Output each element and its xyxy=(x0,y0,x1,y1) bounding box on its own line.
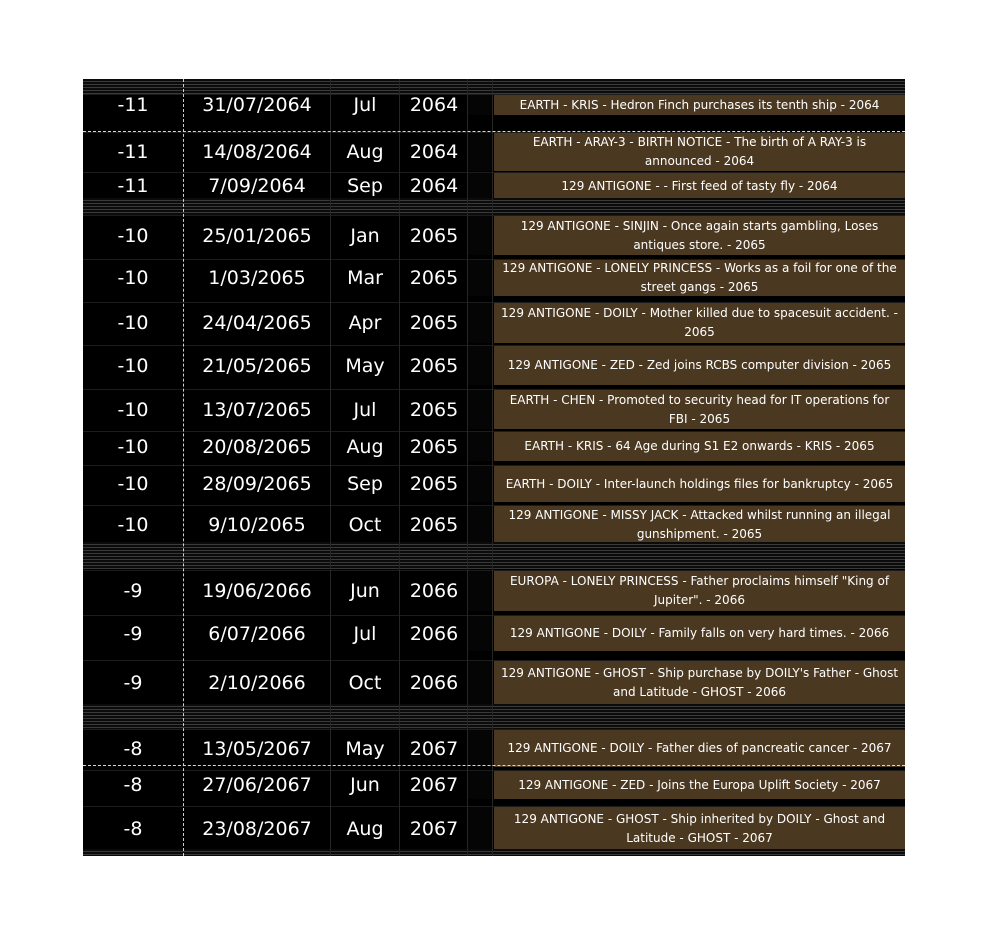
month-cell[interactable]: Oct xyxy=(348,514,382,536)
hidden-rows-strip xyxy=(83,542,905,569)
year-cell[interactable]: 2064 xyxy=(409,94,459,116)
table-row xyxy=(83,570,905,611)
hidden-rows-strip xyxy=(83,704,905,729)
month-cell[interactable]: Aug xyxy=(346,435,384,458)
table-row xyxy=(83,770,905,799)
hidden-row-residue xyxy=(355,79,375,94)
spacer-cell[interactable] xyxy=(468,661,492,705)
year-cell[interactable]: 2067 xyxy=(409,774,459,796)
spacer-cell[interactable] xyxy=(468,571,492,611)
month-cell[interactable]: Mar xyxy=(347,267,383,289)
spacer-cell[interactable] xyxy=(468,173,492,199)
column-divider xyxy=(399,79,400,856)
table-row xyxy=(83,615,905,651)
column-divider xyxy=(467,79,468,856)
hidden-row-residue xyxy=(423,704,445,729)
date-cell[interactable]: 20/08/2065 xyxy=(202,435,312,458)
spacer-cell[interactable] xyxy=(468,390,492,429)
year-cell[interactable]: 2065 xyxy=(409,435,459,458)
month-cell[interactable]: Aug xyxy=(346,817,384,840)
date-cell[interactable]: 6/07/2066 xyxy=(208,622,306,645)
year-cell[interactable]: 2065 xyxy=(409,473,459,495)
hidden-rows-strip xyxy=(83,79,905,94)
date-cell[interactable]: 19/06/2066 xyxy=(202,580,312,602)
date-cell[interactable]: 7/09/2064 xyxy=(208,175,306,197)
week-cell[interactable]: -8 xyxy=(123,774,143,796)
hidden-row-residue xyxy=(235,198,279,215)
event-cell[interactable]: EARTH - ARAY-3 - BIRTH NOTICE - The birth of A RAY-3 is announced - 2064 xyxy=(494,133,905,171)
week-cell[interactable]: -10 xyxy=(117,473,149,495)
spreadsheet-grid xyxy=(83,79,905,856)
year-cell[interactable]: 2065 xyxy=(409,224,459,247)
selection-border xyxy=(83,131,905,132)
hidden-row-residue xyxy=(423,198,445,215)
table-row xyxy=(83,729,905,767)
date-cell[interactable]: 25/01/2065 xyxy=(202,224,312,247)
table-row xyxy=(83,389,905,429)
spacer-cell[interactable] xyxy=(468,466,492,502)
date-cell[interactable]: 24/04/2065 xyxy=(202,312,312,334)
year-cell[interactable]: 2064 xyxy=(409,175,459,197)
month-cell[interactable]: Jan xyxy=(350,224,380,247)
event-cell[interactable]: 129 ANTIGONE - ZED - Zed joins RCBS computer division - 2065 xyxy=(494,346,905,385)
event-cell[interactable]: EARTH - DOILY - Inter-launch holdings files for bankruptcy - 2065 xyxy=(494,466,905,502)
spacer-cell[interactable] xyxy=(468,260,492,296)
event-cell[interactable]: 129 ANTIGONE - LONELY PRINCESS - Works as a foil for one of the street gangs - 2065 xyxy=(494,260,905,296)
event-cell[interactable]: 129 ANTIGONE - DOILY - Mother killed due to spacesuit accident. - 2065 xyxy=(494,303,905,343)
week-cell[interactable]: -9 xyxy=(123,672,143,694)
week-cell[interactable]: -10 xyxy=(117,514,149,536)
event-cell[interactable]: 129 ANTIGONE - DOILY - Father dies of pancreatic cancer - 2067 xyxy=(494,730,905,767)
date-cell[interactable]: 27/06/2067 xyxy=(202,774,312,796)
event-cell[interactable]: EARTH - KRIS - 64 Age during S1 E2 onwards - KRIS - 2065 xyxy=(494,432,905,461)
month-cell[interactable]: Jul xyxy=(353,622,377,645)
date-cell[interactable]: 28/09/2065 xyxy=(202,473,312,495)
month-cell[interactable]: Jul xyxy=(353,398,377,421)
week-cell[interactable]: -10 xyxy=(117,224,149,247)
spacer-cell[interactable] xyxy=(468,616,492,651)
hidden-rows-strip xyxy=(83,198,905,215)
month-cell[interactable]: Sep xyxy=(347,175,383,197)
column-divider-dashed xyxy=(183,79,184,856)
table-row xyxy=(83,132,905,171)
column-divider xyxy=(330,79,331,856)
date-cell[interactable]: 13/07/2065 xyxy=(202,398,312,421)
week-cell[interactable]: -9 xyxy=(123,580,143,602)
week-cell[interactable]: -10 xyxy=(117,312,149,334)
month-cell[interactable]: Jun xyxy=(350,774,380,796)
date-cell[interactable]: 14/08/2064 xyxy=(202,141,312,163)
event-cell[interactable]: 129 ANTIGONE - DOILY - Family falls on very hard times. - 2066 xyxy=(494,616,905,651)
table-row xyxy=(83,806,905,850)
hidden-row-residue xyxy=(235,79,279,94)
spacer-cell[interactable] xyxy=(468,506,492,544)
week-cell[interactable]: -8 xyxy=(123,737,143,760)
week-cell[interactable]: -8 xyxy=(123,817,143,840)
hidden-row-residue xyxy=(235,704,279,729)
event-cell[interactable]: 129 ANTIGONE - GHOST - Ship inherited by DOILY - Ghost and Latitude - GHOST - 2067 xyxy=(494,807,905,850)
month-cell[interactable]: Oct xyxy=(348,672,382,694)
column-divider xyxy=(492,79,493,856)
month-cell[interactable]: Jun xyxy=(350,580,380,602)
year-cell[interactable]: 2067 xyxy=(409,817,459,840)
hidden-row-residue xyxy=(423,79,445,94)
week-cell[interactable]: -9 xyxy=(123,622,143,645)
table-row xyxy=(83,505,905,544)
week-cell[interactable]: -11 xyxy=(117,175,149,197)
spacer-cell[interactable] xyxy=(468,771,492,799)
date-cell[interactable]: 2/10/2066 xyxy=(208,672,306,694)
event-cell[interactable]: 129 ANTIGONE - SINJIN - Once again starts gambling, Loses antiques store. - 2065 xyxy=(494,216,905,255)
hidden-row-residue xyxy=(355,542,375,569)
selection-border xyxy=(83,765,905,766)
hidden-row-residue xyxy=(355,198,375,215)
date-cell[interactable]: 23/08/2067 xyxy=(202,817,312,840)
year-cell[interactable]: 2066 xyxy=(409,672,459,694)
month-cell[interactable]: Aug xyxy=(346,141,384,163)
year-cell[interactable]: 2064 xyxy=(409,141,459,163)
hidden-rows-strip xyxy=(83,849,905,856)
week-cell[interactable]: -11 xyxy=(117,141,149,163)
year-cell[interactable]: 2065 xyxy=(409,267,459,289)
hidden-row-residue xyxy=(423,542,445,569)
week-cell[interactable]: -10 xyxy=(117,354,149,377)
table-row xyxy=(83,172,905,199)
event-cell[interactable]: 129 ANTIGONE - ZED - Joins the Europa Uplift Society - 2067 xyxy=(494,771,905,799)
spacer-cell[interactable] xyxy=(468,730,492,767)
table-row xyxy=(83,215,905,255)
table-row xyxy=(83,94,905,115)
event-cell[interactable]: 129 ANTIGONE - MISSY JACK - Attacked whilst running an illegal gunshipment. - 2065 xyxy=(494,506,905,544)
month-cell[interactable]: May xyxy=(345,354,385,377)
spacer-cell[interactable] xyxy=(468,216,492,255)
spacer-cell[interactable] xyxy=(468,432,492,461)
event-cell[interactable]: EARTH - CHEN - Promoted to security head for IT operations for FBI - 2065 xyxy=(494,390,905,429)
hidden-row-residue xyxy=(423,849,445,856)
year-cell[interactable]: 2066 xyxy=(409,580,459,602)
spacer-cell[interactable] xyxy=(468,807,492,850)
date-cell[interactable]: 21/05/2065 xyxy=(202,354,312,377)
hidden-row-residue xyxy=(235,542,279,569)
year-cell[interactable]: 2065 xyxy=(409,354,459,377)
year-cell[interactable]: 2067 xyxy=(409,737,459,760)
spacer-cell[interactable] xyxy=(468,133,492,171)
hidden-row-residue xyxy=(355,849,375,856)
spacer-cell[interactable] xyxy=(468,303,492,343)
month-cell[interactable]: Sep xyxy=(347,473,383,495)
date-cell[interactable]: 13/05/2067 xyxy=(202,737,312,760)
year-cell[interactable]: 2065 xyxy=(409,514,459,536)
event-cell[interactable]: 129 ANTIGONE - - First feed of tasty fly - 2064 xyxy=(494,173,905,199)
event-cell[interactable]: 129 ANTIGONE - GHOST - Ship purchase by DOILY's Father - Ghost and Latitude - GHOST - 2066 xyxy=(494,661,905,705)
date-cell[interactable]: 1/03/2065 xyxy=(208,267,306,289)
table-row xyxy=(83,431,905,461)
table-row xyxy=(83,302,905,343)
spacer-cell[interactable] xyxy=(468,95,492,115)
week-cell[interactable]: -10 xyxy=(117,435,149,458)
table-row xyxy=(83,259,905,296)
week-cell[interactable]: -10 xyxy=(117,267,149,289)
table-row xyxy=(83,345,905,385)
week-cell[interactable]: -11 xyxy=(117,94,149,116)
date-cell[interactable]: 31/07/2064 xyxy=(202,94,312,116)
date-cell[interactable]: 9/10/2065 xyxy=(208,514,306,536)
year-cell[interactable]: 2065 xyxy=(409,398,459,421)
spacer-cell[interactable] xyxy=(468,346,492,385)
year-cell[interactable]: 2065 xyxy=(409,312,459,334)
month-cell[interactable]: Apr xyxy=(348,312,382,334)
year-cell[interactable]: 2066 xyxy=(409,622,459,645)
month-cell[interactable]: Jul xyxy=(353,94,377,116)
week-cell[interactable]: -10 xyxy=(117,398,149,421)
month-cell[interactable]: May xyxy=(345,737,385,760)
hidden-row-residue xyxy=(235,849,279,856)
hidden-row-residue xyxy=(355,704,375,729)
event-cell[interactable]: EARTH - KRIS - Hedron Finch purchases its tenth ship - 2064 xyxy=(494,95,905,115)
table-row xyxy=(83,465,905,502)
table-row xyxy=(83,660,905,705)
event-cell[interactable]: EUROPA - LONELY PRINCESS - Father proclaims himself "King of Jupiter". - 2066 xyxy=(494,571,905,611)
